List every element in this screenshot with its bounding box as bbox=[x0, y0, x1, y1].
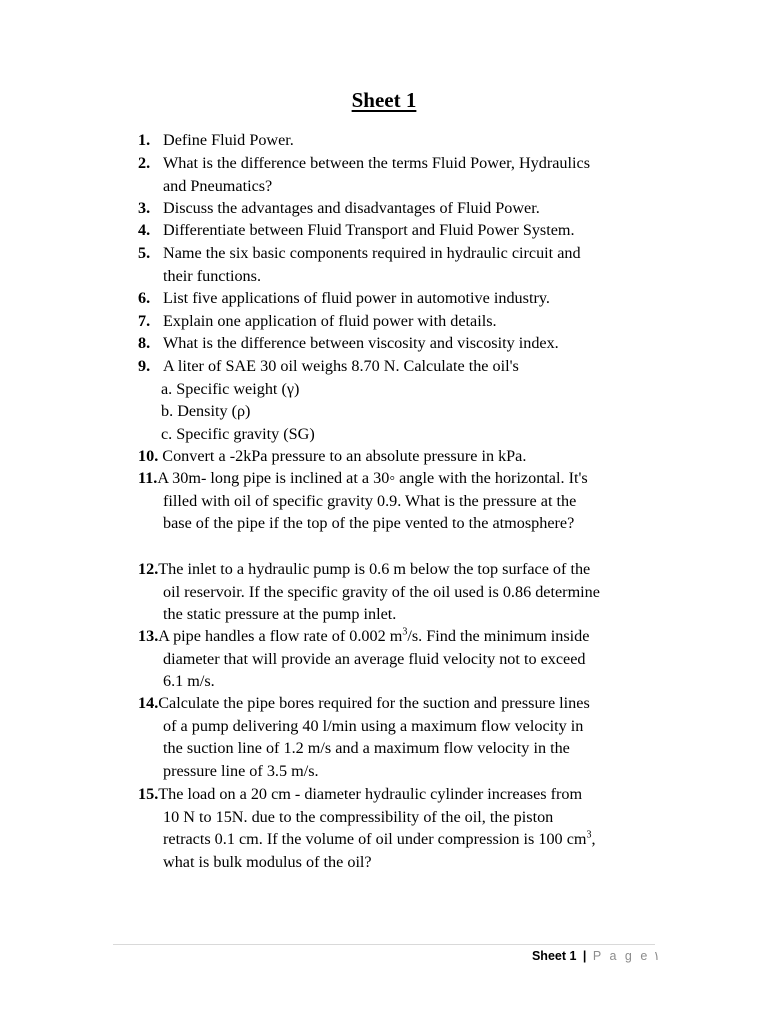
question-text: What is the difference between viscosity and viscosity index. bbox=[163, 334, 559, 352]
question-text: diameter that will provide an average fluid velocity not to exceed bbox=[163, 649, 586, 668]
question-text: A pipe handles a flow rate of 0.002 m bbox=[158, 627, 403, 645]
question-number: 15. bbox=[138, 785, 159, 803]
question-text: The load on a 20 cm - diameter hydraulic cylinder increases from bbox=[158, 785, 583, 803]
question-number: 3. bbox=[138, 199, 151, 217]
question-text: A 30m- long pipe is inclined at a 30◦ angle with the horizontal. It's bbox=[157, 469, 588, 487]
question-9 bbox=[138, 355, 678, 445]
question-13 bbox=[138, 625, 678, 693]
question-text: Differentiate between Fluid Transport and Fluid Power System. bbox=[163, 221, 575, 239]
footer-label: Sheet 1 bbox=[531, 949, 577, 963]
question-8 bbox=[138, 332, 678, 355]
question-number: 14. bbox=[138, 694, 159, 712]
question-text: A liter of SAE 30 oil weighs 8.70 N. Calculate the oil's bbox=[163, 357, 519, 375]
question-11 bbox=[138, 467, 678, 535]
question-text: their functions. bbox=[163, 266, 262, 285]
footer-page-number: ١ bbox=[653, 949, 660, 963]
question-text: List five applications of fluid power in automotive industry. bbox=[163, 289, 550, 307]
question-4 bbox=[138, 219, 678, 242]
question-text: , bbox=[591, 830, 596, 848]
question-7 bbox=[138, 310, 678, 333]
question-15 bbox=[138, 783, 678, 873]
question-text: the static pressure at the pump inlet. bbox=[163, 605, 397, 623]
question-3 bbox=[138, 197, 678, 220]
question-text: Define Fluid Power. bbox=[163, 131, 294, 149]
question-number: 1. bbox=[138, 131, 151, 149]
sheet-title: Sheet 1 bbox=[351, 88, 417, 112]
question-14 bbox=[138, 692, 678, 782]
question-number: 9. bbox=[138, 357, 151, 375]
question-12 bbox=[138, 558, 678, 626]
question-text: retracts 0.1 cm. If the volume of oil under compression is 100 cm bbox=[163, 830, 587, 848]
question-number: 5. bbox=[138, 244, 151, 262]
question-text: oil reservoir. If the specific gravity of the oil used is 0.86 determine bbox=[163, 582, 600, 601]
question-text: /s. Find the minimum inside bbox=[407, 627, 590, 645]
question-number: 8. bbox=[138, 334, 151, 352]
question-1 bbox=[138, 129, 678, 152]
question-number: 7. bbox=[138, 312, 151, 330]
question-text: What is the difference between the terms Fluid Power, Hydraulics bbox=[163, 154, 590, 172]
question-number: 6. bbox=[138, 289, 151, 307]
question-text: filled with oil of specific gravity 0.9. What is the pressure at the bbox=[163, 491, 577, 510]
footer-separator: | bbox=[582, 949, 587, 963]
question-text: The inlet to a hydraulic pump is 0.6 m below the top surface of the bbox=[158, 560, 591, 578]
question-5 bbox=[138, 242, 678, 287]
sub-item: c. Specific gravity (SG) bbox=[161, 424, 315, 443]
question-number: 12. bbox=[138, 560, 159, 578]
question-number: 10. bbox=[138, 447, 159, 465]
question-text: of a pump delivering 40 l/min using a maximum flow velocity in bbox=[163, 716, 584, 735]
question-text: Discuss the advantages and disadvantages of Fluid Power. bbox=[163, 199, 540, 217]
footer-page-word: P a g e bbox=[592, 949, 650, 963]
question-text: the suction line of 1.2 m/s and a maximum flow velocity in the bbox=[163, 739, 570, 757]
question-text: 6.1 m/s. bbox=[163, 672, 215, 690]
question-text: pressure line of 3.5 m/s. bbox=[163, 761, 319, 780]
superscript: 3 bbox=[402, 626, 408, 638]
question-text: and Pneumatics? bbox=[163, 176, 273, 195]
question-text: 10 N to 15N. due to the compressibility of the oil, the piston bbox=[163, 807, 554, 826]
question-number: 4. bbox=[138, 221, 151, 239]
question-number: 2. bbox=[138, 154, 151, 172]
question-text: base of the pipe if the top of the pipe vented to the atmosphere? bbox=[163, 514, 575, 532]
sub-item: b. Density (ρ) bbox=[161, 402, 251, 420]
page-footer bbox=[532, 948, 660, 963]
question-text: Name the six basic components required in hydraulic circuit and bbox=[163, 244, 581, 262]
question-10 bbox=[138, 445, 678, 468]
question-text: Calculate the pipe bores required for the suction and pressure lines bbox=[158, 694, 590, 712]
question-6 bbox=[138, 287, 678, 310]
question-2 bbox=[138, 152, 678, 197]
question-text: Explain one application of fluid power with details. bbox=[163, 312, 497, 330]
sub-item: a. Specific weight (γ) bbox=[161, 379, 300, 398]
question-number: 11. bbox=[138, 469, 158, 487]
question-text: what is bulk modulus of the oil? bbox=[163, 852, 372, 871]
question-text: Convert a -2kPa pressure to an absolute pressure in kPa. bbox=[162, 447, 527, 465]
superscript: 3 bbox=[586, 829, 592, 841]
footer-divider bbox=[113, 944, 655, 945]
question-number: 13. bbox=[138, 627, 159, 645]
